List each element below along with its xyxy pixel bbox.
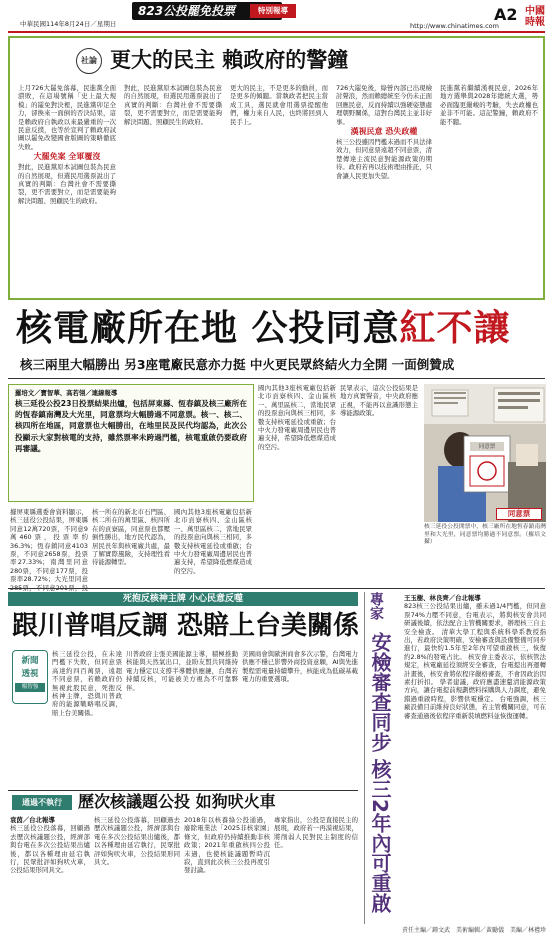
editorial-subhead: 漢視民意 恐失政權 <box>350 127 418 137</box>
editorial-paragraph: 更大的民主，不是更多的動員，而是更多的傾聽。當執政者把民主當成工具，選民就會用選票提醒他們，權力來自人民，也終將回到人民手上。 <box>230 84 328 126</box>
sub-paragraph: 核三延役公投落幕，回顧過去歷次核議題公投，經濟部與台電在多次公投結果出爐後，都以各種理由延宕執行，民眾批評如狗吠火車，公投結果形同具文。 <box>10 824 90 875</box>
lower-left-paragraph: 川普政府主張美國能源主導，積極推動核能與天然氣出口，並盼友盟共同維持電力穩定以支撐半導體供應鏈，台灣若持續反核，可能被美方視為不可靠夥伴。 <box>126 650 238 692</box>
badge-line-1: 新聞 <box>21 656 39 666</box>
main-rule <box>8 378 545 379</box>
lead-box <box>8 384 254 502</box>
issue-date: 中華民國114年8月24日／星期日 <box>20 20 117 28</box>
sub-band-label: 通過不執行 <box>12 795 72 810</box>
main-body-col-2 <box>92 508 170 586</box>
lower-right-paragraph: 學者建議，政府應盡速釐清能源政策方向，讓台電提前規劃燃料採購與人力調度，避免錯過重啟時程，影響供電穩定。 <box>404 678 546 703</box>
sub-paragraph: 專家指出，公投是直接民主的展現，政府若一再漠視結果，將削弱人民對民主制度的信任。 <box>274 816 358 850</box>
sub-paragraph: 2018年以核養綠公投通過，廢除電業法「2025非核家園」條文，但政府仍持續推動非核政策；2021年重啟核四公投未過，也使核能議題暫時沉寂，直到此次核三公投再度引發討論。 <box>184 816 270 875</box>
expert-title-column <box>368 592 398 922</box>
main-photo-graphic <box>424 384 546 522</box>
banner-tag: 特別報導 <box>250 4 296 18</box>
editorial-paragraph: 上月726大罷免落幕，民進黨全面潰敗，在這場號稱「史上最大規模」的罷免對決裡，民進黨卯足全力，卻換來一面倒的否決結果，這是賴政府自執政以來最嚴重的一次民意反撲，也等於宣判了賴政府試圖以罷免改變國會版圖的策略徹底失敗。 <box>18 84 116 151</box>
photo-ballot-label: 同意票 <box>478 444 496 450</box>
lower-left-paragraph: 美國商會與歐洲商會多次示警，台灣電力供應不穩已影響外商投資意願，AI與先進製程需電量持續攀升，核能成為低碳基載電力的重要選項。 <box>242 650 358 684</box>
main-body-col-3 <box>174 508 252 586</box>
lower-right-text <box>404 594 546 920</box>
header-rule <box>8 31 545 33</box>
expert-label: 專家 <box>368 592 384 620</box>
badge-author: 楊智強 <box>15 683 45 692</box>
sub-band <box>8 790 358 812</box>
editorial-col-2 <box>124 84 222 298</box>
main-body-col-5 <box>340 384 418 580</box>
editorial-title: 更大的民主 賴政府的警鐘 <box>110 48 349 72</box>
editorial-col-5 <box>440 84 538 298</box>
editorial-seal-text: 社論 <box>81 56 97 65</box>
lower-right-paragraph: 台電強調，核三廠設備目前維持良好狀態，若主管機關同意，可在審查通過後依程序重新裝填燃料並恢復運轉。 <box>404 694 547 720</box>
lower-right-paragraph: 清華大學工程與系統科學系教授指出，若政府決策明確，安檢審查與設備整備可同步進行，最快約1.5年至2年內可望重啟核三，恢復約2.8%的發電占比。 <box>404 627 546 661</box>
editorial-col-1 <box>18 84 116 298</box>
page-header <box>0 0 553 32</box>
main-headline <box>16 306 546 352</box>
main-paragraph: 民眾表示，這次公投結果是地方真實聲音，中央政府應正視，不能再以意識形態主導能源政策。 <box>340 384 418 418</box>
editorial-paragraph: 對此，民進黨原本試圖包裝為民意的自然展現，但選民用選票說出了真實的判斷：台灣社會不需要撕裂，更不需要對立，而是需要能夠解決問題、照顧民生的政府。 <box>124 84 222 126</box>
page-footer: 責任主編／鍾文武 美術編輯／黃勵儀 美編／林禮珍 <box>401 927 546 934</box>
main-paragraph: 國內其他3座核電廠包括新北市貢寮核四、金山區核一、萬里區核二，當地民眾的投票意向與核三相同，多數支持核電延役或重啟；台中火力發電廠周邊居民也普遍支持，希望降低燃煤造成的空污。 <box>174 508 252 575</box>
editorial-subhead: 大罷免案 全軍覆沒 <box>33 152 101 162</box>
main-headline-black: 核電廠所在地 公投同意 <box>16 308 400 349</box>
lower-left-col-3 <box>242 650 358 784</box>
news-analysis-badge <box>12 650 48 704</box>
sub-col-3 <box>184 816 270 932</box>
main-byline: 羅培文／寶智華、高若翎／連線報導 <box>15 389 118 397</box>
lower-left-title: 跟川普唱反調 恐賠上台美關係 <box>12 611 360 641</box>
editorial-paragraph: 核三公投雖因門檻未過而不具法律效力，但同意票遠超不同意票，清楚傳達主流民意對能源政策的期待。政府若再以技術理由推託，只會讓人民更加失望。 <box>336 138 432 180</box>
lower-left-col-1 <box>52 650 122 784</box>
main-lead: 核三延役公投23日投票結果出爐，包括屏東縣、恆春鎮及核三廠所在的恆春鎮南灣及大光里，同意票均大幅勝過不同意票。核一、核二、核四所在地區，同意票也大幅勝出，在地里民及民代均認為，此次公投顯示大家對核電的支持，雖然票率未跨過門檻，核電重啟仍要政府再審議。 <box>15 399 247 453</box>
photo-vote-label: 同意票 <box>496 508 542 520</box>
main-subtitle: 核三兩里大幅勝出 另3座電廠民意亦力挺 中火更民眾終結火力全開 一面倒贊成 <box>20 357 455 372</box>
sub-byline: 袁茵／台北報導 <box>10 816 55 824</box>
photo-caption: 核三延役公投開票中，核三廠所在地恆春鎮南灣里和大光里，同意票均勝過不同意票。（羅培文攝） <box>424 524 546 546</box>
banner-title: 823公投罷免投票 <box>138 4 236 18</box>
sub-paragraph: 核三延役公投落幕，回顧過去歷次核議題公投，經濟部與台電在多次公投結果出爐後，都以各種理由延宕執行，民眾批評如狗吠火車，公投結果形同具文。 <box>94 816 180 867</box>
lower-left-col-2 <box>126 650 238 784</box>
editorial-col-3 <box>230 84 328 298</box>
expert-vertical-title: 安檢審查同步 核三2年內可重啟 <box>368 632 392 913</box>
lower-right-paragraph: 核安會主委表示，依核管法規定，核電廠延役須經安全審查，台電提出再運轉計畫後，核安會將依程序嚴格審查，不會因政治因素打折扣。 <box>404 652 546 687</box>
main-headline-red: 紅不讓 <box>399 308 511 349</box>
main-body-col-1 <box>10 508 88 586</box>
main-photo <box>424 384 546 522</box>
lower-left-tag-band: 死抱反核神主牌 小心民意反噬 <box>8 592 358 606</box>
main-paragraph: 核一所在的新北市石門區、核二所在的萬里區、核四所在的貢寮區，同意票也都壓倒性勝出，地方民代認為，居民長年與核電廠共處，最了解實際風險，支持理性看待能源轉型。 <box>92 508 170 567</box>
badge-line-2: 透視 <box>21 669 39 679</box>
page-number: A2 <box>494 5 518 24</box>
editorial-paragraph: 民進黨若繼續漢視民意，2026年地方選舉與2028年總統大選，勢必面臨更嚴峻的考驗，失去政權也並非不可能。這記警鐘，賴政府不能不聽。 <box>440 84 538 126</box>
main-body-col-4 <box>258 384 336 580</box>
lower-left-paragraph: 核三延役公投，在未達門檻下失敗，但同意票高達約四百萬票，遠超不同意票，若賴政府仍無視此股民意，死抱反核神主牌，恐與川普政府的能源戰略唱反調，賠上台美關係。 <box>52 650 122 717</box>
lower-right-divider <box>364 592 365 924</box>
main-paragraph: 國內其他3座核電廠包括新北市貢寮核四、金山區核一、萬里區核二，當地民眾的投票意向與核三相同，多數支持核電延役或重啟；台中火力發電廠周邊居民也普遍支持，希望降低燃煤造成的空污。 <box>258 384 336 451</box>
editorial-paragraph: 對此，民進黨原本試圖包裝為民意的自然展現，但選民用選票說出了真實的判斷：台灣社會不需要撕裂，更不需要對立，而是需要能夠解決問題、照顧民生的政府。 <box>18 163 116 205</box>
sub-col-1 <box>10 816 90 932</box>
section-rule <box>8 588 545 589</box>
sub-col-4 <box>274 816 358 932</box>
lower-right-paragraph: 823核三公投結果出爐，雖未過1/4門檻，但同意票74%力壓不同意，台電表示，將與核安會共同研議後續，依法配合主管機關要求，辦理核三自主安全檢查。 <box>404 602 546 636</box>
brand-logo: 中國時報 <box>525 6 545 28</box>
sub-col-2 <box>94 816 180 932</box>
main-paragraph: 據屏東縣選委會資料顯示，核三延役公投結果，屏東縣同意12萬720票，不同意9萬460票，投票率約36.3%；恆春鎮同意4103票，不同意2658票，投票率27.33%；南灣里同意280票，不同意177票，投票率28.72%；大光里同意 <box>10 508 88 584</box>
sub-title: 歷次核議題公投 如狗吠火車 <box>78 792 276 811</box>
editorial-seal <box>76 48 102 74</box>
lower-right-byline: 王玉樹、林良齊／台北報導 <box>404 594 481 602</box>
editorial-paragraph: 726大罷免後，綠營內部已出現檢討聲浪，然而賴總統至今仍未正面回應民意，反而持續以強硬姿態處理朝野關係，這對台灣民主並非好事。 <box>336 84 432 126</box>
editorial-col-4 <box>336 84 432 298</box>
site-url: http://www.chinatimes.com <box>410 22 499 30</box>
